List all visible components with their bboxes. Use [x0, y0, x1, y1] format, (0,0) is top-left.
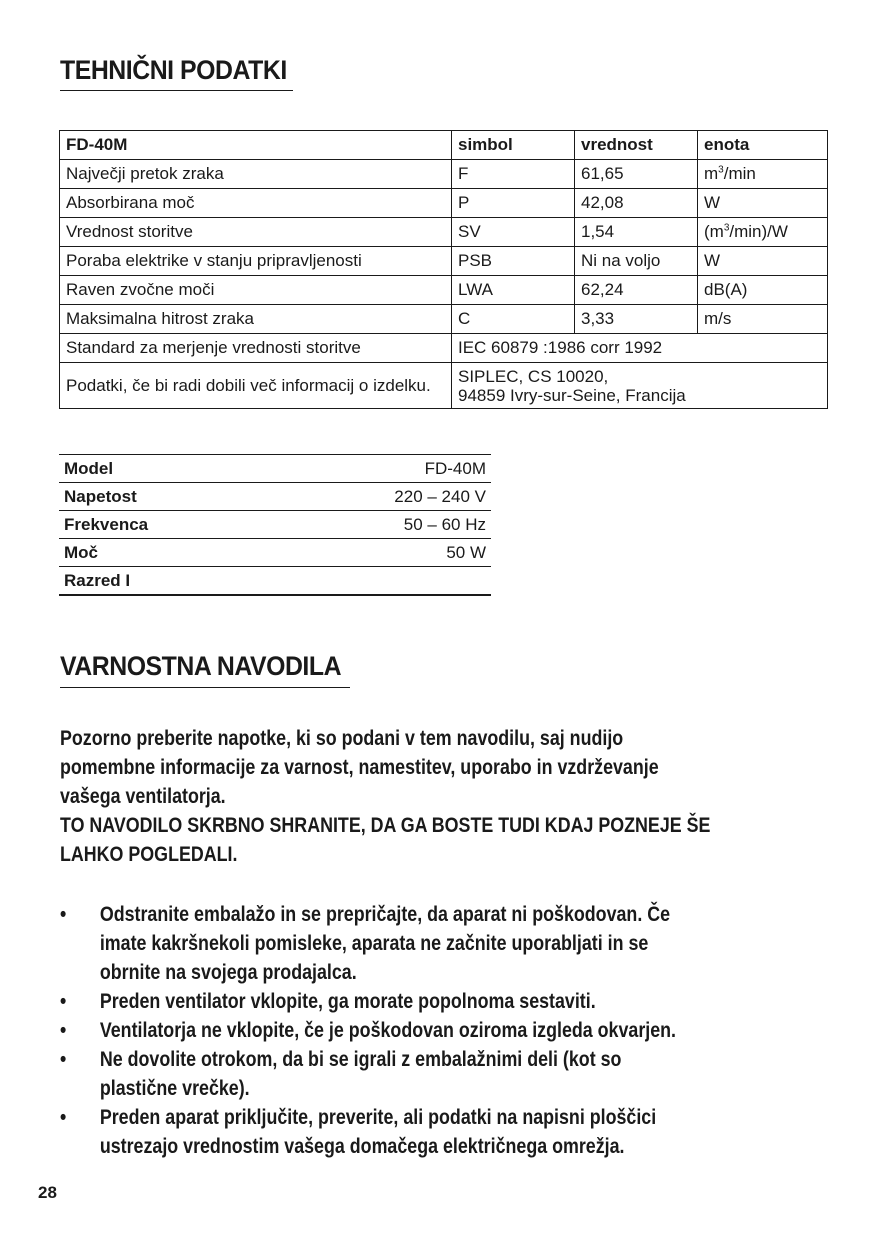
- table-row: [60, 189, 828, 218]
- row-unit: dB(A): [698, 276, 828, 305]
- section-title-technical: TEHNIČNI PODATKI: [60, 55, 287, 85]
- row-label: Poraba elektrike v stanju pripravljenosti: [60, 247, 452, 276]
- row-symbol: P: [452, 189, 575, 218]
- intro-line: pomembne informacije za varnost, namestitev, uporabo in vzdrževanje: [60, 755, 659, 779]
- table-row: [60, 218, 828, 247]
- row-value: Ni na voljo: [575, 247, 698, 276]
- page-number: 28: [38, 1183, 57, 1202]
- model-key: Model: [59, 455, 275, 483]
- row-value: 1,54: [575, 218, 698, 247]
- bullet-icon: •: [60, 1105, 67, 1129]
- row-label: Maksimalna hitrost zraka: [60, 305, 452, 334]
- warning-line: LAHKO POGLEDALI.: [60, 842, 238, 866]
- table-row: [60, 160, 828, 189]
- table-row: [59, 483, 491, 511]
- header-cell: vrednost: [575, 131, 698, 160]
- table-row: [60, 305, 828, 334]
- row-value: 42,08: [575, 189, 698, 218]
- safety-intro: [60, 724, 807, 869]
- contact-label: Podatki, če bi radi dobili več informacij o izdelku.: [60, 363, 452, 409]
- row-value: 62,24: [575, 276, 698, 305]
- model-key: Moč: [59, 539, 275, 567]
- table-row: [59, 567, 491, 596]
- header-cell: enota: [698, 131, 828, 160]
- technical-data-table: [59, 130, 828, 409]
- header-cell: FD-40M: [60, 131, 452, 160]
- model-value: 50 – 60 Hz: [275, 511, 491, 539]
- model-value: FD-40M: [275, 455, 491, 483]
- row-value: 61,65: [575, 160, 698, 189]
- title-underline: [60, 687, 350, 688]
- row-unit: m/s: [698, 305, 828, 334]
- bullet-icon: •: [60, 989, 67, 1013]
- bullet-item: • Odstranite embalažo in se prepričajte, da aparat ni poškodovan. Če imate kakršnekoli pomisleke, aparata ne začnite uporabljati in se obrnite na svojega prodajalca.: [60, 902, 671, 984]
- warning-line: TO NAVODILO SKRBNO SHRANITE, DA GA BOSTE TUDI KDAJ POZNEJE ŠE: [60, 813, 711, 837]
- row-label: Največji pretok zraka: [60, 160, 452, 189]
- bullet-item: • Ventilatorja ne vklopite, če je poškodovan oziroma izgleda okvarjen.: [60, 1016, 807, 1045]
- row-symbol: F: [452, 160, 575, 189]
- table-row: [59, 455, 491, 483]
- table-row: [60, 247, 828, 276]
- standard-label: Standard za merjenje vrednosti storitve: [60, 334, 452, 363]
- row-label: Absorbirana moč: [60, 189, 452, 218]
- row-unit: $m^3/\min$: [698, 160, 828, 189]
- row-unit: $(m^3/\min)/W$: [698, 218, 828, 247]
- safety-bullet-list: [60, 900, 807, 1161]
- title-underline: [60, 90, 293, 91]
- row-symbol: PSB: [452, 247, 575, 276]
- bullet-item: • Preden aparat priključite, preverite, ali podatki na napisni ploščici ustrezajo vrednostim vašega domačega električnega omrežja.: [60, 1105, 657, 1158]
- bullet-icon: •: [60, 1018, 67, 1042]
- intro-line: Pozorno preberite napotke, ki so podani v tem navodilu, saj nudijo: [60, 726, 624, 750]
- contact-address: SIPLEC, CS 10020, 94859 Ivry-sur-Seine, Francija: [452, 363, 828, 409]
- header-cell: simbol: [452, 131, 575, 160]
- table-header-row: [60, 131, 828, 160]
- table-row: [59, 511, 491, 539]
- standard-value: IEC 60879 :1986 corr 1992: [452, 334, 828, 363]
- model-spec-table: [59, 454, 491, 596]
- bullet-icon: •: [60, 902, 67, 926]
- row-unit: W: [698, 189, 828, 218]
- table-row: [60, 276, 828, 305]
- bullet-item: • Ne dovolite otrokom, da bi se igrali z embalažnimi deli (kot so plastične vrečke).: [60, 1047, 622, 1100]
- bullet-item: • Preden ventilator vklopite, ga morate popolnoma sestaviti.: [60, 987, 807, 1016]
- row-value: 3,33: [575, 305, 698, 334]
- model-key: Razred I: [59, 567, 275, 596]
- bullet-icon: •: [60, 1047, 67, 1071]
- intro-line: vašega ventilatorja.: [60, 784, 226, 808]
- table-row-standard: [60, 334, 828, 363]
- table-row-contact: [60, 363, 828, 409]
- row-symbol: C: [452, 305, 575, 334]
- model-key: Frekvenca: [59, 511, 275, 539]
- row-symbol: SV: [452, 218, 575, 247]
- model-value: 220 – 240 V: [275, 483, 491, 511]
- table-row: [59, 539, 491, 567]
- row-label: Raven zvočne moči: [60, 276, 452, 305]
- row-unit: W: [698, 247, 828, 276]
- model-value: [275, 567, 491, 596]
- row-label: Vrednost storitve: [60, 218, 452, 247]
- row-symbol: LWA: [452, 276, 575, 305]
- section-title-safety: VARNOSTNA NAVODILA: [60, 651, 342, 681]
- model-key: Napetost: [59, 483, 275, 511]
- model-value: 50 W: [275, 539, 491, 567]
